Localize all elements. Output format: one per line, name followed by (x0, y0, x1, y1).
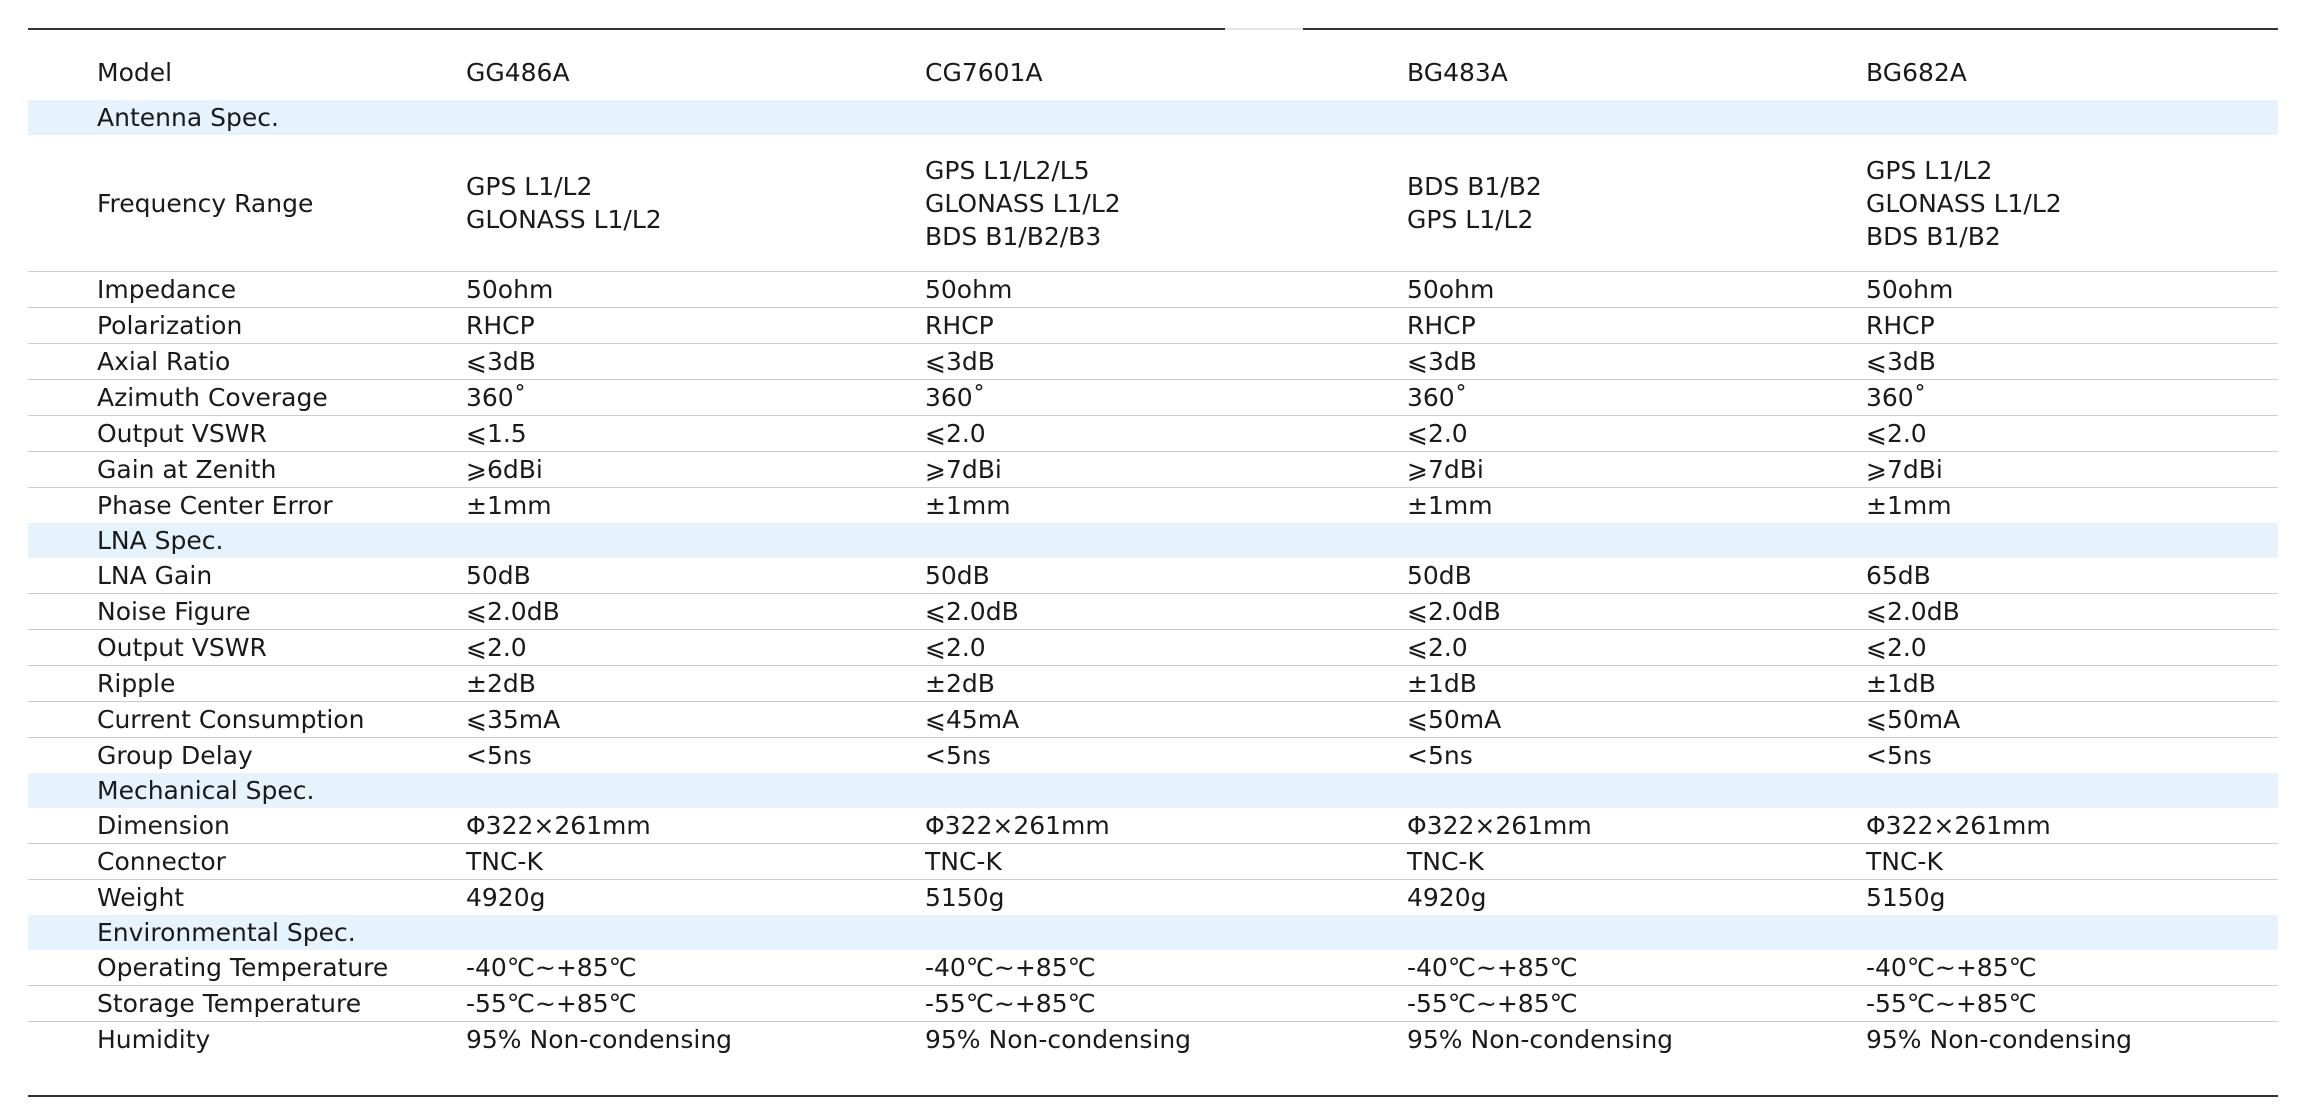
spec-value: TNC-K (466, 844, 925, 880)
model-header-cell: BG483A (1407, 58, 1508, 87)
spec-value: 95% Non-condensing (925, 1025, 1192, 1054)
spec-value: ⩽2.0 (1866, 630, 2278, 666)
spec-row (28, 950, 2278, 986)
spec-value: ⩾7dBi (925, 452, 1407, 488)
spec-row (28, 135, 2278, 272)
spec-value: ⩽2.0 (1407, 630, 1866, 666)
spec-value: ±1mm (1407, 491, 1493, 520)
spec-row (28, 558, 2278, 594)
spec-label: Phase Center Error (97, 491, 333, 520)
spec-value: -55℃~+85℃ (1866, 986, 2278, 1022)
spec-value: ⩽2.0dB (925, 594, 1407, 630)
spec-value: RHCP (466, 308, 925, 344)
spec-table-body (28, 100, 2278, 1057)
bottom-rule (28, 1095, 2278, 1097)
spec-value: 50dB (466, 558, 925, 594)
spec-value: -55℃~+85℃ (1407, 986, 1866, 1022)
spec-value: ⩽35mA (466, 702, 925, 738)
spec-value: 95% Non-condensing (466, 1025, 733, 1054)
spec-value: 360˚ (1866, 380, 2278, 416)
spec-value: ⩽50mA (1866, 702, 2278, 738)
spec-label: Current Consumption (28, 702, 466, 738)
spec-value: -55℃~+85℃ (925, 986, 1407, 1022)
spec-value: ⩾7dBi (1407, 452, 1866, 488)
spec-table (28, 50, 2278, 1057)
spec-value: 360˚ (466, 380, 925, 416)
spec-value: ⩽2.0dB (466, 594, 925, 630)
model-header-cell: BG682A (1866, 58, 1967, 87)
spec-value: Φ322×261mm (1866, 808, 2278, 844)
spec-value: 95% Non-condensing (1866, 1025, 2133, 1054)
spec-value: ±1dB (1407, 666, 1866, 702)
top-rule (28, 28, 2278, 30)
spec-row (28, 702, 2278, 738)
spec-label: Humidity (97, 1025, 211, 1054)
spec-value: RHCP (1407, 308, 1866, 344)
spec-value: ⩽3dB (1407, 344, 1866, 380)
spec-value: Φ322×261mm (925, 808, 1407, 844)
spec-value: 50dB (1407, 558, 1866, 594)
spec-value: -40℃~+85℃ (466, 950, 925, 986)
section-header-row (28, 100, 2278, 135)
section-header-row (28, 773, 2278, 808)
spec-label: Impedance (28, 272, 466, 308)
spec-value: ⩽2.0 (1407, 416, 1866, 452)
section-title: Antenna Spec. (28, 100, 2278, 135)
spec-value: 50dB (925, 558, 1407, 594)
spec-value: <5ns (466, 741, 532, 770)
spec-row (28, 880, 2278, 916)
model-header-cell: CG7601A (925, 58, 1043, 87)
spec-row (28, 808, 2278, 844)
spec-value-line: BDS B1/B2 (1866, 221, 2001, 251)
spec-value: <5ns (1407, 741, 1473, 770)
spec-value: ±2dB (466, 666, 925, 702)
spec-value-line: GPS L1/L2 (1866, 155, 1993, 185)
spec-row (28, 416, 2278, 452)
spec-label: Noise Figure (28, 594, 466, 630)
spec-value: ⩽3dB (925, 344, 1407, 380)
spec-value: Φ322×261mm (466, 808, 925, 844)
spec-value-cell (1407, 135, 1866, 272)
spec-row (28, 1022, 2278, 1058)
spec-value: ⩽2.0dB (1866, 594, 2278, 630)
spec-value: 50ohm (1866, 272, 2278, 308)
spec-label: LNA Gain (28, 558, 466, 594)
spec-value: ⩽45mA (925, 702, 1407, 738)
spec-row (28, 986, 2278, 1022)
spec-label: Polarization (28, 308, 466, 344)
section-header-row (28, 915, 2278, 950)
spec-value-line: GLONASS L1/L2 (466, 205, 662, 234)
spec-value-line: GLONASS L1/L2 (1866, 188, 2062, 218)
spec-label: Output VSWR (28, 416, 466, 452)
spec-value-cell (466, 135, 925, 272)
section-title: LNA Spec. (28, 523, 2278, 558)
spec-value-line: GPS L1/L2 (1407, 205, 1534, 234)
spec-value: 50ohm (466, 272, 925, 308)
spec-value-line: BDS B1/B2 (1407, 172, 1542, 201)
spec-value: 4920g (1407, 883, 1487, 912)
spec-value-cell (1866, 135, 2278, 272)
spec-value: ±1mm (1866, 491, 1952, 520)
spec-row (28, 344, 2278, 380)
spec-value: ±1mm (466, 491, 552, 520)
spec-label: Output VSWR (28, 630, 466, 666)
spec-value: 5150g (925, 883, 1005, 912)
spec-value: 5150g (1866, 883, 1946, 912)
spec-value: TNC-K (1866, 844, 2278, 880)
spec-row (28, 630, 2278, 666)
spec-label: Storage Temperature (28, 986, 466, 1022)
spec-label: Azimuth Coverage (28, 380, 466, 416)
spec-value: ±2dB (925, 666, 1407, 702)
spec-value-cell (925, 135, 1407, 272)
model-header-row (28, 50, 2278, 100)
spec-value: ⩾6dBi (466, 452, 925, 488)
spec-value: RHCP (925, 308, 1407, 344)
spec-row (28, 844, 2278, 880)
top-rule-notch (1225, 28, 1303, 30)
spec-value: 95% Non-condensing (1407, 1025, 1674, 1054)
spec-row (28, 666, 2278, 702)
spec-label: Dimension (28, 808, 466, 844)
section-header-row (28, 523, 2278, 558)
spec-row (28, 380, 2278, 416)
spec-label: Connector (28, 844, 466, 880)
spec-value: ⩽3dB (1866, 344, 2278, 380)
spec-label: Ripple (28, 666, 466, 702)
spec-row (28, 452, 2278, 488)
model-header-label: Model (97, 58, 173, 87)
spec-value: ⩽1.5 (466, 416, 925, 452)
spec-row (28, 488, 2278, 524)
spec-value: RHCP (1866, 308, 2278, 344)
section-title: Environmental Spec. (28, 915, 2278, 950)
spec-value: ⩽50mA (1407, 702, 1866, 738)
spec-value: -40℃~+85℃ (1866, 950, 2278, 986)
section-title: Mechanical Spec. (28, 773, 2278, 808)
spec-value: ⩽2.0 (925, 630, 1407, 666)
spec-value: <5ns (925, 741, 991, 770)
spec-value: ±1mm (925, 491, 1011, 520)
spec-value-line: BDS B1/B2/B3 (925, 221, 1102, 251)
spec-value: ⩽2.0 (925, 416, 1407, 452)
spec-value: 50ohm (1407, 272, 1866, 308)
spec-value: Φ322×261mm (1407, 808, 1866, 844)
spec-value: 65dB (1866, 558, 2278, 594)
spec-value-line: GPS L1/L2/L5 (925, 155, 1090, 185)
spec-label: Operating Temperature (28, 950, 466, 986)
spec-value: ⩽3dB (466, 344, 925, 380)
spec-row (28, 308, 2278, 344)
spec-value: ⩽2.0 (1866, 416, 2278, 452)
spec-label: Weight (97, 883, 185, 912)
spec-row (28, 272, 2278, 308)
spec-row (28, 594, 2278, 630)
spec-value: -40℃~+85℃ (1407, 950, 1866, 986)
spec-value: 50ohm (925, 272, 1407, 308)
spec-value: 360˚ (925, 380, 1407, 416)
spec-label: Group Delay (97, 741, 253, 770)
spec-value: -40℃~+85℃ (925, 950, 1407, 986)
spec-value-line: GLONASS L1/L2 (925, 188, 1121, 218)
spec-value-line: GPS L1/L2 (466, 172, 593, 201)
spec-label: Gain at Zenith (28, 452, 466, 488)
spec-label: Frequency Range (28, 135, 466, 272)
spec-value: TNC-K (1407, 844, 1866, 880)
spec-value: -55℃~+85℃ (466, 986, 925, 1022)
spec-value: ±1dB (1866, 666, 2278, 702)
spec-value: ⩽2.0 (466, 630, 925, 666)
spec-label: Axial Ratio (28, 344, 466, 380)
spec-value: <5ns (1866, 741, 1932, 770)
model-header-cell: GG486A (466, 58, 570, 87)
spec-value: ⩾7dBi (1866, 452, 2278, 488)
spec-value: 360˚ (1407, 380, 1866, 416)
spec-value: 4920g (466, 883, 546, 912)
spec-value: ⩽2.0dB (1407, 594, 1866, 630)
spec-value: TNC-K (925, 844, 1407, 880)
spec-row (28, 738, 2278, 774)
